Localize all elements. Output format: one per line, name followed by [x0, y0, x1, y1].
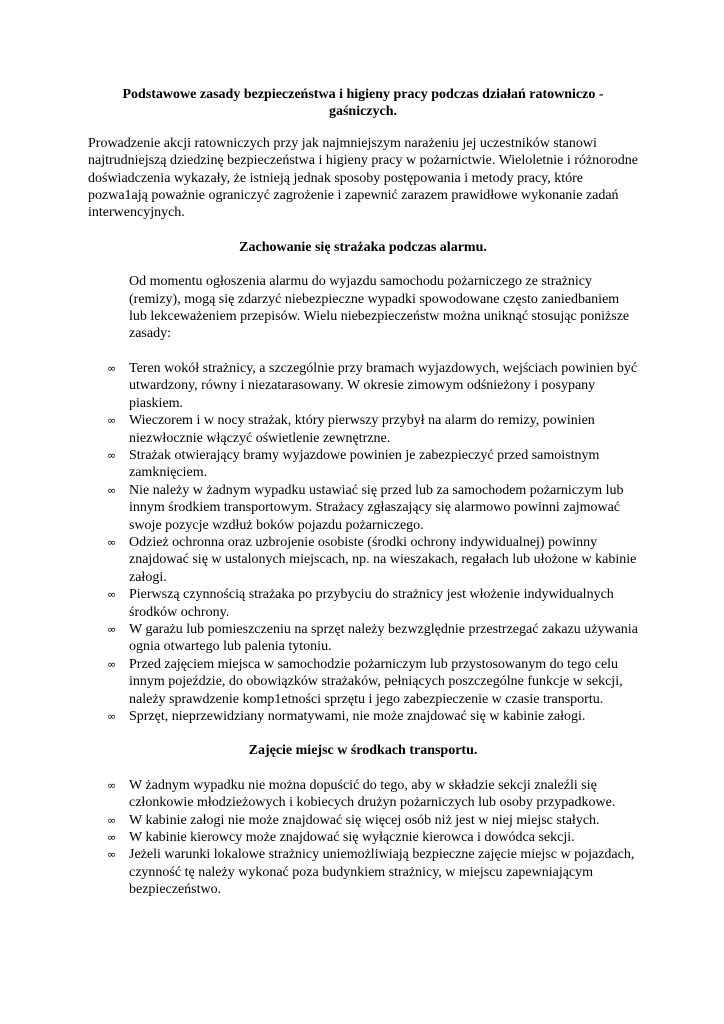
section-2-list: [88, 777, 638, 899]
list-item-text: W kabinie kierowcy może znajdować się wyłącznie kierowca i dowódca sekcji.: [129, 830, 575, 846]
bullet-icon: ∞: [107, 361, 117, 375]
list-item-text: Przed zajęciem miejsca w samochodzie pożarniczym lub przystosowanym do tego celu innym pojeździe, do obowiązków strażaków, pełniących poszczególne funkcje w sekcji, należy sprawdzenie komp1etności sprzętu i jego zabezpieczenie w czasie transportu.: [129, 656, 623, 707]
list-item-text: W garażu lub pomieszczeniu na sprzęt należy bezwzględnie przestrzegać zakazu używania ognia otwartego lub palenia tytoniu.: [129, 621, 638, 655]
list-item: [88, 447, 638, 482]
bullet-icon: ∞: [107, 588, 117, 602]
list-item: [88, 708, 638, 725]
list-item-text: Odzież ochronna oraz uzbrojenie osobiste (środki ochrony indywidualnej) powinny znajdować się w ustalonych miejscach, np. na wieszakach, regałach lub ułożone w kabinie załogi.: [129, 534, 637, 585]
intro-paragraph: Prowadzenie akcji ratowniczych przy jak najmniejszym narażeniu jej uczestników stanowi najtrudniejszą dziedzinę bezpieczeństwa i higieny pracy w pożarnictwie. Wieloletnie i różnorodne doświadczenia wykazały, że istnieją jednak sposoby postępowania i metody pracy, które pozwa1ają poważnie ograniczyć zagrożenie i zapewnić zarazem prawidłowe wykonanie zadań interwencyjnych.: [88, 135, 639, 221]
bullet-icon: ∞: [107, 710, 117, 723]
document-page: [88, 86, 638, 916]
list-item-text: W kabinie załogi nie może znajdować się więcej osób niż jest w niej miejsc stałych.: [129, 812, 600, 828]
list-item-text: Wieczorem i w nocy strażak, który pierwszy przybył na alarm do remizy, powinien niezwłocznie włączyć oświetlenie zewnętrzne.: [129, 413, 595, 446]
list-item: [88, 621, 638, 656]
list-item-text: Strażak otwierający bramy wyjazdowe powinien je zabezpieczyć przed samoistnym zamknięciem.: [129, 447, 600, 481]
list-item: [88, 586, 638, 621]
bullet-icon: ∞: [107, 483, 117, 497]
bullet-icon: ∞: [107, 848, 117, 862]
bullet-icon: ∞: [107, 657, 117, 671]
list-item-text: Teren wokół strażnicy, a szczególnie przy bramach wyjazdowych, wejściach powinien być utwardzony, równy i niezatarasowany. W okresie zimowym odśnieżony i posypany piaskiem.: [129, 360, 638, 411]
list-item-text: Nie należy w żadnym wypadku ustawiać się przed lub za samochodem pożarniczym lub innym środkiem transportowym. Strażacy zgłaszający się alarmowo powinni zajmować swoje pozycje wzdłuż boków pojazdu pożarniczego.: [129, 482, 624, 533]
list-item: [88, 360, 638, 412]
document-title: Podstawowe zasady bezpieczeństwa i higieny pracy podczas działań ratowniczo - gaśniczych.: [122, 87, 604, 120]
list-item: [88, 829, 638, 846]
list-item: [88, 777, 638, 812]
list-item: [88, 656, 638, 708]
bullet-icon: ∞: [107, 448, 117, 462]
list-item: [88, 534, 638, 586]
bullet-icon: ∞: [107, 778, 117, 792]
section-1-paragraph: Od momentu ogłoszenia alarmu do wyjazdu samochodu pożarniczego ze strażnicy (remizy), mogą się zdarzyć niebezpieczne wypadki spowodowane często zaniedbaniem lub lekceważeniem przepisów. Wielu niebezpieczeństw można uniknąć stosując poniższe zasady:: [129, 274, 630, 342]
bullet-icon: ∞: [107, 813, 117, 827]
bullet-icon: ∞: [107, 535, 117, 549]
list-item-text: Sprzęt, nieprzewidziany normatywami, nie może znajdować się w kabinie załogi.: [129, 709, 586, 724]
list-item-text: Pierwszą czynnością strażaka po przybyciu do strażnicy jest włożenie indywidualnych środków ochrony.: [129, 587, 614, 620]
bullet-icon: ∞: [107, 831, 117, 845]
section-2-heading: Zajęcie miejsc w środkach transportu.: [248, 743, 478, 759]
list-item: [88, 846, 638, 898]
bullet-icon: ∞: [107, 622, 117, 636]
list-item: [88, 412, 638, 447]
list-item: [88, 482, 638, 534]
section-1-heading: Zachowanie się strażaka podczas alarmu.: [239, 239, 487, 255]
list-item-text: Jeżeli warunki lokalowe strażnicy uniemożliwiają bezpieczne zajęcie miejsc w pojazdach, czynność tę należy wykonać poza budynkiem strażnicy, w miejscu zapewniającym bezpieczeństwo.: [129, 847, 635, 898]
bullet-icon: ∞: [107, 414, 117, 428]
list-item: [88, 812, 638, 829]
section-1-list: [88, 360, 638, 726]
list-item-text: W żadnym wypadku nie można dopuścić do tego, aby w składzie sekcji znaleźli się członkowie młodzieżowych i kobiecych drużyn pożarniczych lub osoby przypadkowe.: [129, 777, 616, 811]
